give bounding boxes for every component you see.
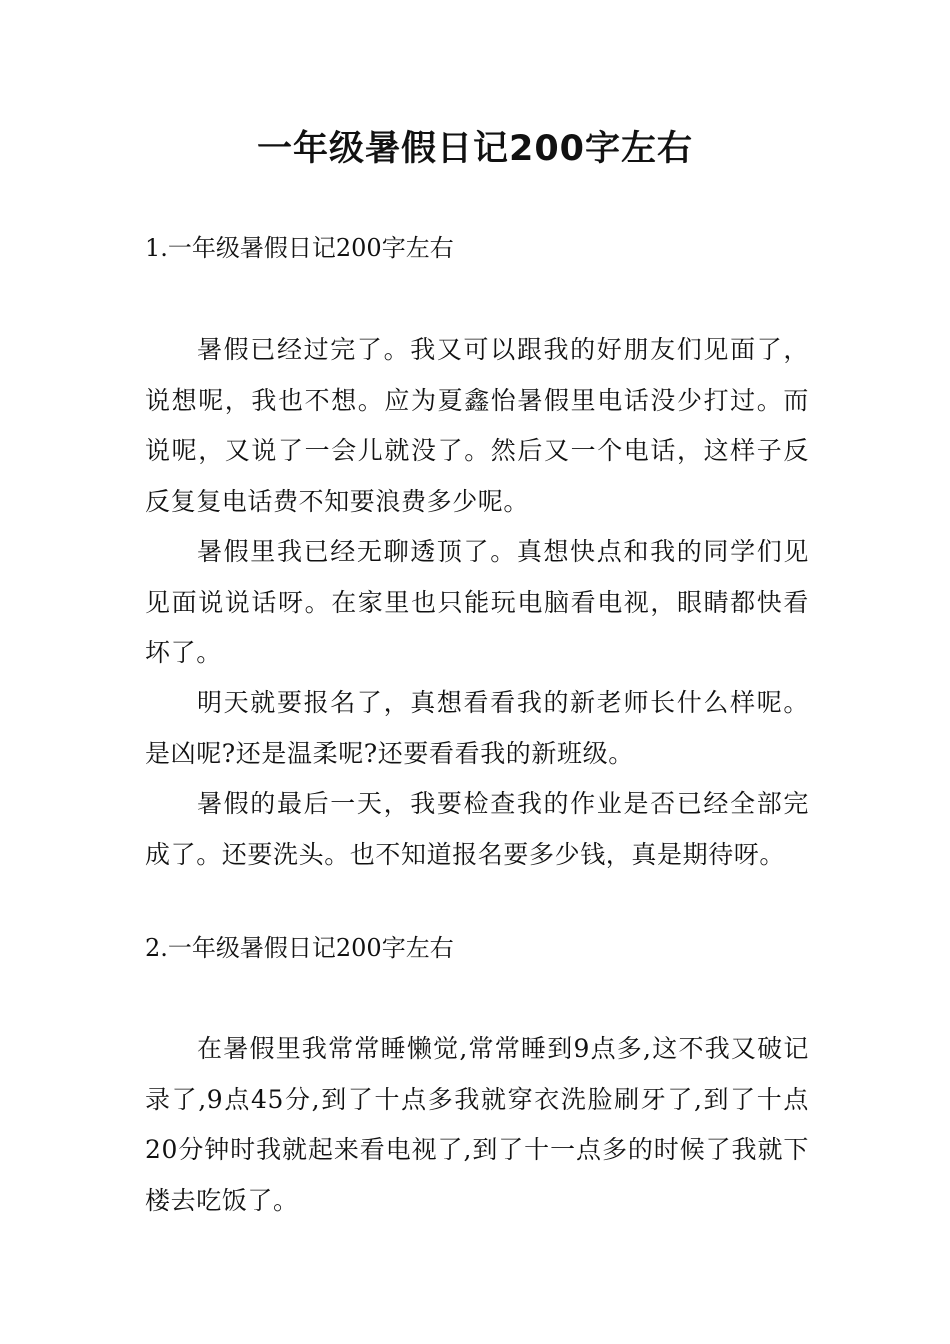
paragraph-2-1: 在暑假里我常常睡懒觉,常常睡到9点多,这不我又破记录了,9点45分,到了十点多我就穿衣洗脸刷牙了,到了十点20分钟时我就起来看电视了,到了十一点多的时候了我就下楼去吃饭了。 — [145, 1034, 809, 1215]
section-heading-1: 1.一年级暑假日记200字左右 — [145, 234, 454, 262]
document-title: 一年级暑假日记200字左右 — [256, 129, 694, 169]
paragraph-1-1: 暑假已经过完了。我又可以跟我的好朋友们见面了，说想呢，我也不想。应为夏鑫怡暑假里电话没少打过。而说呢，又说了一会儿就没了。然后又一个电话，这样子反反复复电话费不知要浪费多少呢。 — [145, 335, 809, 516]
paragraph-1-3: 明天就要报名了，真想看看我的新老师长什么样呢。是凶呢?还是温柔呢?还要看看我的新班级。 — [145, 688, 809, 768]
section-heading-2: 2.一年级暑假日记200字左右 — [145, 934, 454, 962]
paragraph-1-2: 暑假里我已经无聊透顶了。真想快点和我的同学们见见面说说话呀。在家里也只能玩电脑看电视，眼睛都快看坏了。 — [145, 537, 809, 667]
paragraph-1-4: 暑假的最后一天，我要检查我的作业是否已经全部完成了。还要洗头。也不知道报名要多少钱，真是期待呀。 — [145, 789, 809, 869]
